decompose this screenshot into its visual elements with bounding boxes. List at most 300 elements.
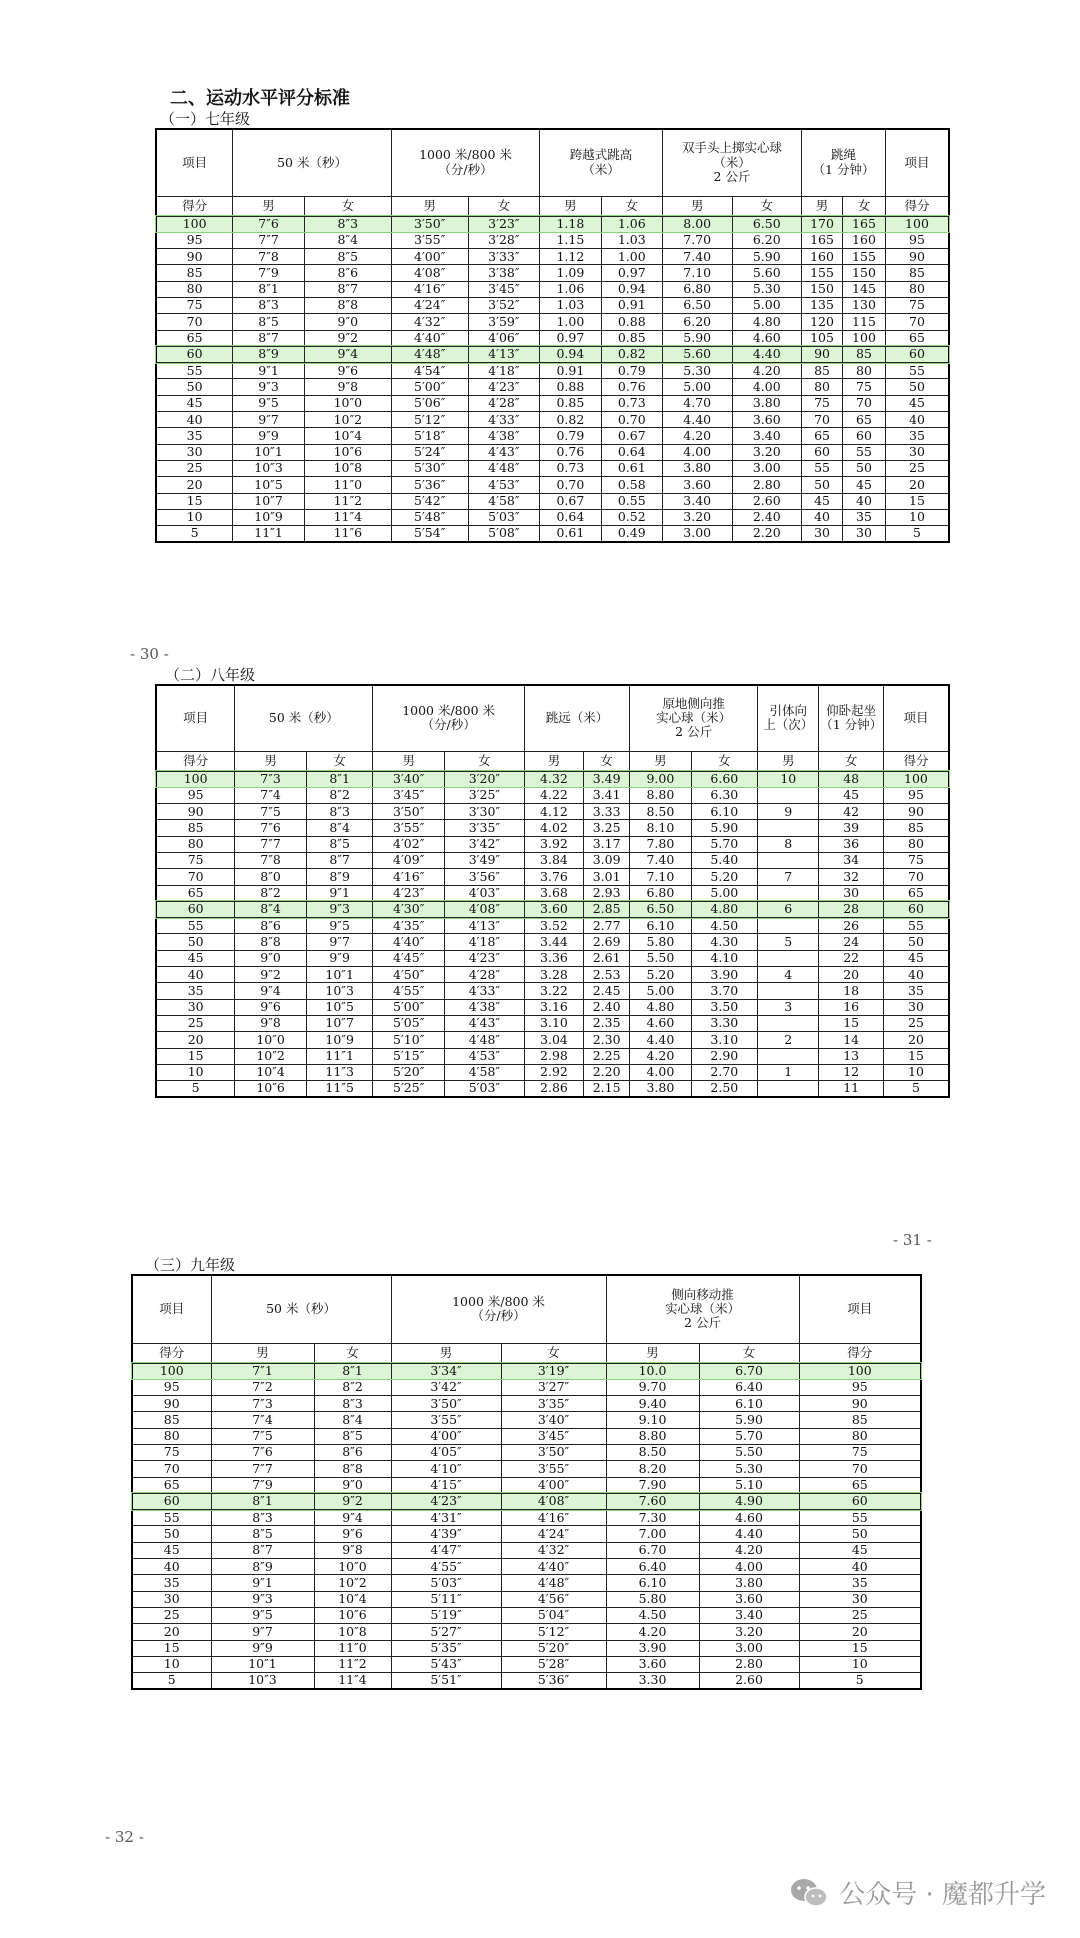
- table-cell: 3′59″: [468, 314, 540, 330]
- table-row: [132, 1493, 921, 1509]
- table-cell: 7.10: [662, 265, 732, 281]
- table-cell: 4′35″: [373, 918, 445, 934]
- page-number: - 32 -: [105, 1828, 144, 1846]
- table-cell: 7.80: [630, 836, 691, 852]
- table-cell: 65: [802, 428, 843, 444]
- table-cell: 9.00: [630, 771, 691, 787]
- table-cell: 10″6: [235, 1081, 307, 1097]
- table-cell: 5.90: [662, 330, 732, 346]
- table-cell: 4.12: [524, 804, 583, 820]
- table-cell: 4.50: [606, 1607, 699, 1623]
- table-cell: 95: [156, 232, 233, 248]
- table-cell: 1.06: [540, 281, 601, 297]
- table-row: [132, 1542, 921, 1558]
- subheader-cell: 男: [540, 196, 601, 216]
- table-cell: 24: [819, 934, 883, 950]
- table-row: [132, 1412, 921, 1428]
- table-cell: 2.60: [732, 493, 802, 509]
- subheader-cell: 女: [691, 751, 758, 771]
- table-cell: 3.60: [606, 1656, 699, 1672]
- subheader-cell: 女: [699, 1343, 799, 1363]
- table-cell: 3′35″: [445, 820, 525, 836]
- table-row: [156, 330, 949, 346]
- table-cell: 3′55″: [391, 1412, 501, 1428]
- table-cell: 5.60: [662, 346, 732, 362]
- table-cell: 60: [885, 346, 949, 362]
- table-cell: 9″5: [306, 918, 373, 934]
- table-cell: 60: [883, 901, 949, 917]
- table-cell: 1.18: [540, 216, 601, 232]
- table-cell: 30: [843, 526, 886, 542]
- table-cell: 9″5: [211, 1607, 314, 1623]
- table-cell: [758, 918, 819, 934]
- table-cell: 15: [883, 1048, 949, 1064]
- table-cell: 11″4: [314, 1673, 391, 1689]
- table-cell: 70: [885, 314, 949, 330]
- table-cell: 55: [132, 1510, 211, 1526]
- table-cell: 4′30″: [373, 901, 445, 917]
- header-item: 项目: [132, 1275, 211, 1343]
- table-cell: 5′10″: [373, 1032, 445, 1048]
- table-cell: 5.30: [732, 281, 802, 297]
- table-cell: 50: [156, 934, 235, 950]
- table-cell: 3′56″: [445, 869, 525, 885]
- table-cell: 70: [802, 412, 843, 428]
- table-cell: 1.09: [540, 265, 601, 281]
- table-cell: 5′08″: [468, 526, 540, 542]
- table-cell: 4′40″: [501, 1559, 606, 1575]
- table-cell: 0.91: [601, 297, 662, 313]
- table-cell: 105: [802, 330, 843, 346]
- table-cell: 10″9: [306, 1032, 373, 1048]
- table-cell: 25: [156, 1015, 235, 1031]
- table-cell: 3.80: [699, 1575, 799, 1591]
- table-cell: 9″7: [233, 412, 305, 428]
- table-cell: 4′32″: [501, 1542, 606, 1558]
- table-cell: [758, 852, 819, 868]
- table-cell: 2: [758, 1032, 819, 1048]
- table-cell: 6.50: [732, 216, 802, 232]
- table-cell: 8.00: [662, 216, 732, 232]
- table-row: [156, 249, 949, 265]
- table-cell: 5′42″: [391, 493, 468, 509]
- table-row: [156, 869, 949, 885]
- table-cell: 4.20: [630, 1048, 691, 1064]
- table-cell: 5: [799, 1673, 921, 1689]
- table-cell: 5: [885, 526, 949, 542]
- table-cell: 3′35″: [501, 1396, 606, 1412]
- subheader-cell: 得分: [799, 1343, 921, 1363]
- table-cell: 15: [156, 1048, 235, 1064]
- table-cell: 6.60: [691, 771, 758, 787]
- table-cell: 2.80: [732, 477, 802, 493]
- table-row: [156, 983, 949, 999]
- table-cell: 8″8: [314, 1461, 391, 1477]
- table-row: [132, 1673, 921, 1689]
- table-cell: 10.0: [606, 1363, 699, 1379]
- table-cell: 3.36: [524, 950, 583, 966]
- table-cell: 4′09″: [373, 852, 445, 868]
- table-cell: 40: [843, 493, 886, 509]
- table-cell: 7″4: [211, 1412, 314, 1428]
- table-cell: 85: [883, 820, 949, 836]
- table-cell: 165: [843, 216, 886, 232]
- table-cell: 8″1: [306, 771, 373, 787]
- table-cell: 3′45″: [501, 1428, 606, 1444]
- table-cell: 8″4: [304, 232, 391, 248]
- table-cell: 4.60: [630, 1015, 691, 1031]
- table-cell: 11″2: [304, 493, 391, 509]
- table-cell: 40: [885, 412, 949, 428]
- table-cell: 5: [156, 526, 233, 542]
- table-cell: 5′27″: [391, 1624, 501, 1640]
- section-title: 二、运动水平评分标准: [170, 88, 350, 109]
- table-cell: 5′51″: [391, 1673, 501, 1689]
- subheader-cell: 女: [468, 196, 540, 216]
- table-cell: 8″5: [314, 1428, 391, 1444]
- table-cell: 45: [132, 1542, 211, 1558]
- table-cell: 30: [883, 999, 949, 1015]
- table-cell: 3.60: [732, 412, 802, 428]
- table-cell: 5.40: [691, 852, 758, 868]
- table-cell: 80: [799, 1428, 921, 1444]
- table-cell: 9″0: [304, 314, 391, 330]
- table-cell: 3.50: [691, 999, 758, 1015]
- table-cell: 70: [799, 1461, 921, 1477]
- table-cell: 4′05″: [391, 1444, 501, 1460]
- table-cell: 70: [883, 869, 949, 885]
- table-cell: 1: [758, 1064, 819, 1080]
- table-cell: 4.80: [732, 314, 802, 330]
- table-cell: 5′03″: [445, 1081, 525, 1097]
- table-cell: 4′31″: [391, 1510, 501, 1526]
- table-cell: 4.20: [699, 1542, 799, 1558]
- table-cell: 100: [799, 1363, 921, 1379]
- table-cell: 20: [819, 967, 883, 983]
- table-cell: 4′58″: [445, 1064, 525, 1080]
- table-cell: 40: [883, 967, 949, 983]
- table-cell: 0.76: [540, 444, 601, 460]
- table-cell: 3.00: [732, 460, 802, 476]
- table-cell: 2.98: [524, 1048, 583, 1064]
- table-cell: 8.10: [630, 820, 691, 836]
- subheader-cell: 女: [732, 196, 802, 216]
- table-cell: 4′54″: [391, 363, 468, 379]
- table-cell: 9″0: [235, 950, 307, 966]
- table-cell: 4.40: [732, 346, 802, 362]
- table-cell: 155: [843, 249, 886, 265]
- table-row: [156, 509, 949, 525]
- table-cell: 45: [156, 395, 233, 411]
- header-side-ball-push: 原地侧向推 实心球（米） 2 公斤: [630, 685, 758, 751]
- table-cell: 7.00: [606, 1526, 699, 1542]
- table-cell: 3′45″: [468, 281, 540, 297]
- table-row: [132, 1640, 921, 1656]
- table-cell: 3′34″: [391, 1363, 501, 1379]
- table-cell: 8″2: [306, 787, 373, 803]
- table-cell: 65: [883, 885, 949, 901]
- table-cell: 9″0: [314, 1477, 391, 1493]
- table-cell: 4′40″: [373, 934, 445, 950]
- header-item: 项目: [156, 685, 235, 751]
- subheader-cell: 男: [524, 751, 583, 771]
- table-cell: 3′42″: [445, 836, 525, 852]
- table-cell: 0.73: [601, 395, 662, 411]
- table-cell: 7″5: [235, 804, 307, 820]
- table-cell: 4: [758, 967, 819, 983]
- table-cell: 2.70: [691, 1064, 758, 1080]
- table-cell: 9″4: [304, 346, 391, 362]
- table-cell: 1.06: [601, 216, 662, 232]
- table-cell: 36: [819, 836, 883, 852]
- table-cell: 6.80: [630, 885, 691, 901]
- table-cell: 5.90: [699, 1412, 799, 1428]
- table-cell: 9.70: [606, 1379, 699, 1395]
- table-cell: 8″4: [306, 820, 373, 836]
- table-cell: 4′33″: [445, 983, 525, 999]
- table-cell: 30: [156, 999, 235, 1015]
- table-cell: 50: [883, 934, 949, 950]
- table-cell: 8″9: [211, 1559, 314, 1575]
- table-cell: 90: [885, 249, 949, 265]
- table-cell: 7″6: [233, 216, 305, 232]
- table-cell: 4′16″: [501, 1510, 606, 1526]
- table-cell: 4.32: [524, 771, 583, 787]
- table-cell: 11″0: [304, 477, 391, 493]
- table-cell: 11″1: [233, 526, 305, 542]
- table-cell: 5′06″: [391, 395, 468, 411]
- table-cell: 1.15: [540, 232, 601, 248]
- table-row: [132, 1396, 921, 1412]
- table-cell: 8″3: [306, 804, 373, 820]
- table-cell: 55: [799, 1510, 921, 1526]
- table-cell: 80: [132, 1428, 211, 1444]
- table-cell: 0.82: [540, 412, 601, 428]
- table-row: [156, 265, 949, 281]
- table-cell: 8″5: [211, 1526, 314, 1542]
- table-cell: 1.00: [601, 249, 662, 265]
- table-cell: 1.00: [540, 314, 601, 330]
- table-cell: 75: [132, 1444, 211, 1460]
- table-cell: 10″7: [306, 1015, 373, 1031]
- table-cell: 3.60: [524, 901, 583, 917]
- table-row: [156, 918, 949, 934]
- table-cell: 3.90: [691, 967, 758, 983]
- table-cell: [758, 820, 819, 836]
- table-cell: 4′23″: [373, 885, 445, 901]
- table-cell: 3.10: [524, 1015, 583, 1031]
- table-cell: 120: [802, 314, 843, 330]
- table-cell: 5.00: [662, 379, 732, 395]
- table-cell: 45: [819, 787, 883, 803]
- table-cell: 100: [885, 216, 949, 232]
- table-cell: 45: [156, 950, 235, 966]
- table-row: [156, 901, 949, 917]
- table-cell: 7.70: [662, 232, 732, 248]
- table-cell: 15: [819, 1015, 883, 1031]
- table-cell: 8″3: [233, 297, 305, 313]
- table-cell: 0.70: [540, 477, 601, 493]
- table-cell: 95: [132, 1379, 211, 1395]
- table-cell: 0.49: [601, 526, 662, 542]
- table-row: [156, 1081, 949, 1097]
- table-cell: 95: [156, 787, 235, 803]
- table-cell: 4′33″: [468, 412, 540, 428]
- table-cell: 7″9: [233, 265, 305, 281]
- table-cell: 80: [156, 836, 235, 852]
- table-cell: 5′20″: [373, 1064, 445, 1080]
- table-row: [156, 967, 949, 983]
- table-cell: 100: [156, 216, 233, 232]
- subheader-cell: 女: [584, 751, 630, 771]
- table-cell: 3.76: [524, 869, 583, 885]
- table-cell: 3.09: [584, 852, 630, 868]
- table-cell: 3.04: [524, 1032, 583, 1048]
- table-row: [132, 1428, 921, 1444]
- subheader-cell: 男: [373, 751, 445, 771]
- table-cell: 4′16″: [373, 869, 445, 885]
- table-cell: 75: [802, 395, 843, 411]
- table-row: [132, 1559, 921, 1575]
- table-cell: 2.40: [584, 999, 630, 1015]
- table-cell: 5.20: [691, 869, 758, 885]
- table-cell: 8.80: [630, 787, 691, 803]
- table-cell: 10: [156, 1064, 235, 1080]
- table-cell: 0.64: [540, 509, 601, 525]
- table-cell: 8.20: [606, 1461, 699, 1477]
- table-cell: 8″7: [233, 330, 305, 346]
- table-cell: 10″3: [306, 983, 373, 999]
- table-cell: 0.82: [601, 346, 662, 362]
- table-cell: 7″6: [235, 820, 307, 836]
- table-cell: 4′58″: [468, 493, 540, 509]
- table-cell: 5.70: [699, 1428, 799, 1444]
- table-cell: 4′50″: [373, 967, 445, 983]
- table-row: [156, 395, 949, 411]
- table-cell: 6: [758, 901, 819, 917]
- header-pull-up: 引体向 上（次）: [758, 685, 819, 751]
- table-cell: 1.12: [540, 249, 601, 265]
- table-cell: 9″5: [233, 395, 305, 411]
- table-cell: 10: [885, 509, 949, 525]
- table-cell: 55: [885, 363, 949, 379]
- table-cell: 7″7: [211, 1461, 314, 1477]
- table-cell: 55: [843, 444, 886, 460]
- table-cell: 5′00″: [373, 999, 445, 1015]
- table-cell: 4.50: [691, 918, 758, 934]
- table-cell: 3′40″: [501, 1412, 606, 1428]
- table-cell: 20: [156, 1032, 235, 1048]
- table-cell: 5.90: [732, 249, 802, 265]
- table-cell: 65: [799, 1477, 921, 1493]
- table-cell: 4′48″: [391, 346, 468, 362]
- table-cell: 100: [156, 771, 235, 787]
- table-row: [156, 836, 949, 852]
- table-cell: 9″6: [235, 999, 307, 1015]
- table-row: [156, 1048, 949, 1064]
- table-cell: 45: [799, 1542, 921, 1558]
- table-cell: 32: [819, 869, 883, 885]
- table-cell: 85: [885, 265, 949, 281]
- table-cell: 4.20: [732, 363, 802, 379]
- table-cell: 80: [156, 281, 233, 297]
- table-cell: 10″1: [233, 444, 305, 460]
- table-cell: 9″9: [306, 950, 373, 966]
- table-cell: 10″6: [304, 444, 391, 460]
- table-cell: 90: [802, 346, 843, 362]
- table-cell: 7.40: [662, 249, 732, 265]
- table-cell: [758, 950, 819, 966]
- table-cell: 2.45: [584, 983, 630, 999]
- table-cell: 10″8: [304, 460, 391, 476]
- table-cell: 5: [883, 1081, 949, 1097]
- table-cell: 10″5: [306, 999, 373, 1015]
- table-cell: 3′38″: [468, 265, 540, 281]
- table-cell: 5.80: [606, 1591, 699, 1607]
- table-cell: 75: [799, 1444, 921, 1460]
- table-cell: 8″2: [235, 885, 307, 901]
- table-cell: 45: [843, 477, 886, 493]
- table-cell: 25: [132, 1607, 211, 1623]
- table-cell: 0.61: [540, 526, 601, 542]
- table-cell: 20: [799, 1624, 921, 1640]
- table-cell: 8″7: [306, 852, 373, 868]
- wechat-icon: [789, 1877, 829, 1909]
- table-cell: 165: [802, 232, 843, 248]
- table-row: [156, 1032, 949, 1048]
- table-cell: 0.79: [540, 428, 601, 444]
- table-row: [132, 1461, 921, 1477]
- table-cell: 2.25: [584, 1048, 630, 1064]
- table-cell: 135: [802, 297, 843, 313]
- table-row: [156, 852, 949, 868]
- table-cell: 15: [885, 493, 949, 509]
- table-cell: 3′55″: [373, 820, 445, 836]
- table-cell: 8″7: [304, 281, 391, 297]
- table-cell: 90: [799, 1396, 921, 1412]
- table-cell: 85: [156, 820, 235, 836]
- table-cell: 7: [758, 869, 819, 885]
- table-cell: 10: [758, 771, 819, 787]
- table-cell: 2.61: [584, 950, 630, 966]
- table-cell: 10″2: [304, 412, 391, 428]
- header-rope-skipping: 跳绳 （1 分钟）: [802, 129, 886, 196]
- subheader-cell: 女: [601, 196, 662, 216]
- table-cell: 60: [156, 346, 233, 362]
- table-cell: 45: [883, 950, 949, 966]
- table-cell: 4′00″: [391, 249, 468, 265]
- table-cell: 4′38″: [445, 999, 525, 1015]
- table-cell: 4′24″: [501, 1526, 606, 1542]
- table-cell: 5′03″: [468, 509, 540, 525]
- table-cell: 7″5: [211, 1428, 314, 1444]
- table-cell: 7.60: [606, 1493, 699, 1509]
- table-cell: 6.70: [606, 1542, 699, 1558]
- table-cell: 50: [802, 477, 843, 493]
- table-cell: 48: [819, 771, 883, 787]
- table-cell: 9″2: [314, 1493, 391, 1509]
- table-cell: 8″3: [314, 1396, 391, 1412]
- table-cell: 0.94: [601, 281, 662, 297]
- table-cell: 5.10: [699, 1477, 799, 1493]
- table-cell: 6.40: [699, 1379, 799, 1395]
- page-number: - 30 -: [130, 645, 169, 663]
- table-cell: 5.20: [630, 967, 691, 983]
- subheader-cell: 得分: [883, 751, 949, 771]
- table-cell: 95: [885, 232, 949, 248]
- header-sit-up: 仰卧起坐 （1 分钟）: [819, 685, 883, 751]
- subheader-cell: 男: [391, 196, 468, 216]
